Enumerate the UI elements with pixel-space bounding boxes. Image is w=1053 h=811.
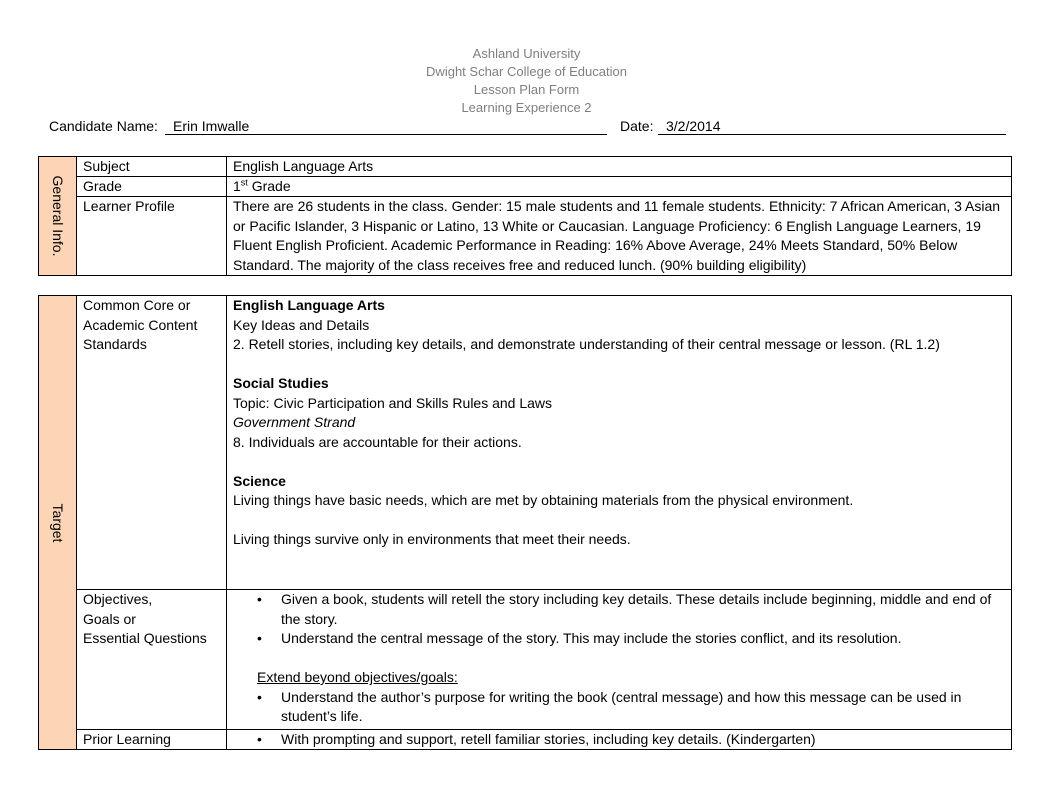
date-label: Date: (620, 118, 654, 134)
learner-profile-label: Learner Profile (83, 198, 175, 214)
extend-item: • Understand the author’s purpose for writing the book (central message) and how this message can be used in student’s life. (233, 688, 1004, 727)
general-info-side-header (39, 157, 77, 275)
target-side-label: Target (49, 503, 66, 542)
social-studies-standard: 8. Individuals are accountable for their actions. (233, 433, 522, 450)
extend-label: Extend beyond objectives/goals: (257, 669, 458, 685)
subject-label: Subject (83, 158, 130, 174)
social-studies-strand: Government Strand (233, 414, 356, 430)
grade-value (226, 177, 1011, 197)
grade-label: Grade (83, 178, 122, 194)
experience-name: Learning Experience 2 (461, 100, 592, 115)
target-table (38, 295, 1012, 750)
subject-value: English Language Arts (233, 158, 374, 174)
ela-heading: English Language Arts (233, 297, 385, 313)
objective-item: • Given a book, students will retell the story including key details. These details include beginning, middle and end of the story. (233, 590, 1004, 629)
document-header (0, 45, 1053, 117)
grade-number: 1 (233, 178, 241, 194)
college-name: Dwight Schar College of Education (426, 64, 627, 79)
objective-item: • Understand the central message of the story. This may include the stories conflict, and its resolution. (233, 629, 1004, 649)
standards-label: Common Core or Academic Content Standards (83, 297, 198, 352)
objectives-value (226, 590, 1011, 727)
science-standard-2: Living things survive only in environments that meet their needs. (233, 531, 631, 547)
prior-learning-item: • With prompting and support, retell familiar stories, including key details. (Kindergarten) (233, 730, 1004, 750)
learner-profile-value: There are 26 students in the class. Gender: 15 male students and 11 female students. Ethnicity: 7 African American, 3 Asian or Pacific Islander, 3 Hispanic or Latino, 13 White or Caucasian. Language Proficiency: 6 English Language Learners, 19 Fluent English Proficient. Academic Performance in Reading: 16% Above Average, 24% Meets Standard, 50% Below Standard. The majority of the class receives free and reduced lunch. (90% building eligibility) (233, 198, 1001, 273)
science-heading: Science (233, 472, 286, 489)
ela-subheading: Key Ideas and Details (233, 316, 370, 333)
questions-label-line: Essential Questions (83, 630, 207, 646)
ela-standard: 2. Retell stories, including key details, and demonstrate understanding of their central message or lesson. (RL 1.2) (233, 336, 940, 352)
grade-word: Grade (247, 178, 291, 194)
general-info-side-label: General Info. (49, 175, 66, 257)
social-studies-heading: Social Studies (233, 375, 329, 391)
prior-learning-label: Prior Learning (83, 731, 171, 747)
objectives-label (76, 590, 226, 649)
objectives-label-line: Objectives, (83, 591, 153, 607)
standards-value (226, 296, 1011, 550)
grade-ordinal: st (240, 177, 248, 188)
date-field[interactable]: 3/2/2014 (658, 118, 1006, 135)
target-side-header (39, 296, 77, 749)
university-name: Ashland University (472, 46, 581, 61)
science-standard-1: Living things have basic needs, which are met by obtaining materials from the physical environment. (233, 492, 854, 508)
candidate-name-field[interactable]: Erin Imwalle (165, 118, 607, 135)
social-studies-topic: Topic: Civic Participation and Skills Rules and Laws (233, 394, 553, 411)
form-name: Lesson Plan Form (473, 82, 580, 97)
candidate-name-label: Candidate Name: (49, 118, 158, 134)
goals-label-line: Goals or (83, 610, 136, 627)
prior-learning-value (226, 730, 1011, 750)
candidate-row (49, 118, 1009, 138)
general-info-table (38, 156, 1012, 276)
